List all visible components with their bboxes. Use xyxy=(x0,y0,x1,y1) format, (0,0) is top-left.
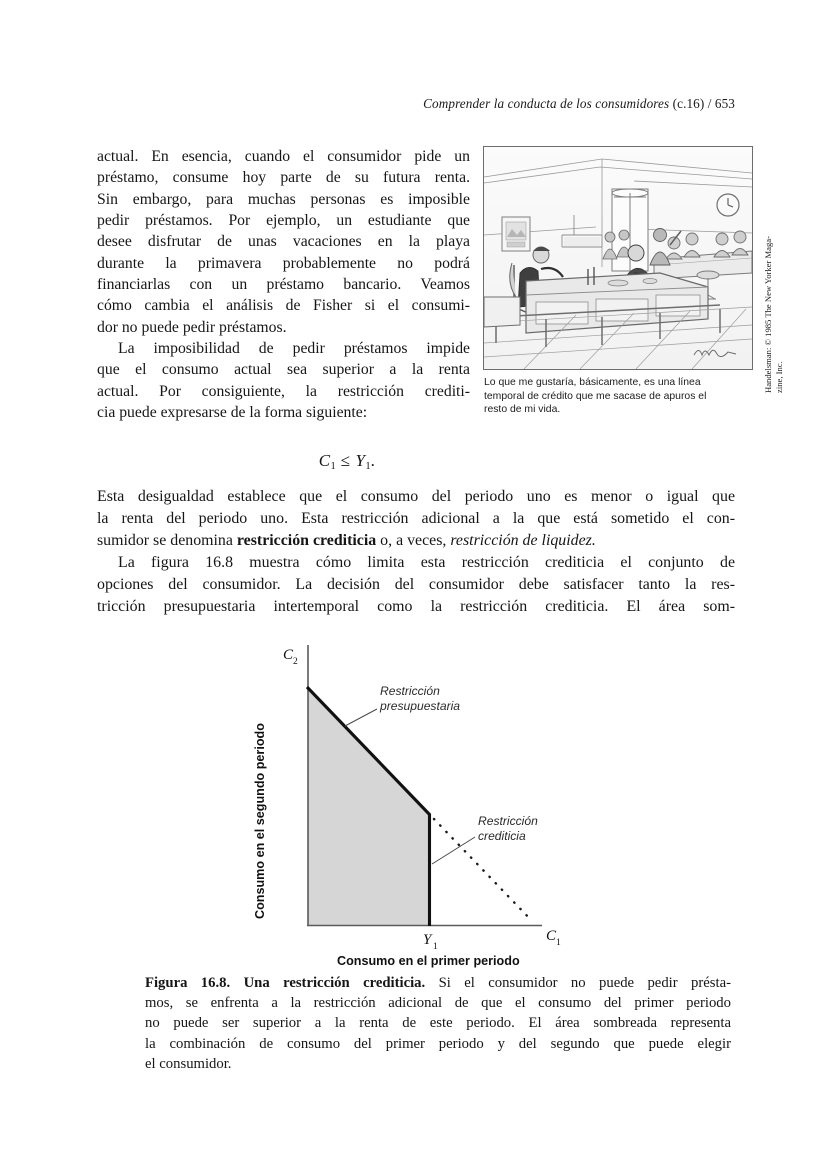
y-axis-title: Consumo en el segundo periodo xyxy=(253,723,267,919)
cartoon-caption xyxy=(484,376,754,417)
credit-line: zine, Inc. xyxy=(773,361,784,393)
text-line: Sin embargo, para muchas personas es imposible xyxy=(97,190,470,208)
text-line: desee disfrutar de unas vacaciones en la playa xyxy=(97,233,470,251)
column-paragraph-1 xyxy=(97,146,470,338)
equation-operator: ≤ xyxy=(340,451,351,470)
figure-caption xyxy=(145,973,731,1074)
text-line: La figura 16.8 muestra cómo limita esta restricción crediticia el conjunto de xyxy=(118,554,735,571)
caption-line: el consumidor. xyxy=(145,1055,232,1072)
cartoon-drawing xyxy=(484,147,752,369)
text-line: dor no puede pedir préstamos. xyxy=(97,318,287,336)
text-run: o, a veces, xyxy=(376,532,451,549)
running-head-suffix: (c.16) / 653 xyxy=(672,96,735,111)
text-run: sumidor se denomina xyxy=(97,532,237,549)
equation-rhs: Y xyxy=(355,451,366,470)
text-line: la renta del periodo uno. Esta restricción adicional a la que está sometido el con- xyxy=(97,510,735,527)
equation-lhs-subscript: 1 xyxy=(330,460,336,472)
annotation-credit-line-1: Restricción xyxy=(478,814,538,828)
x-axis-symbol: C xyxy=(546,928,557,944)
x-axis-symbol-subscript: 1 xyxy=(556,938,561,948)
term-italic: restricción de liquidez. xyxy=(450,532,596,549)
wall-picture-icon xyxy=(502,217,530,251)
text-line: Esta desigualdad establece que el consumo del periodo uno es menor o igual que xyxy=(97,488,735,505)
wall-clock-icon xyxy=(717,194,739,216)
credit-line: Handelsman: © 1985 The New Yorker Maga- xyxy=(763,236,773,393)
text-line: cómo cambia el análisis de Fisher si el consumi- xyxy=(97,297,470,315)
shaded-feasible-region xyxy=(308,688,430,925)
image-credit xyxy=(763,233,789,393)
text-line: pedir préstamos. Por ejemplo, un estudiante que xyxy=(97,212,470,230)
annotation-budget-line-2: presupuestaria xyxy=(380,699,461,713)
text-line: financiarlas con un préstamo bancario. Veamos xyxy=(97,276,470,294)
caption-line xyxy=(145,973,731,993)
x-tick-label-subscript: 1 xyxy=(433,942,438,952)
caption-line: la combinación de consumo del primer periodo y del segundo que puede elegir xyxy=(145,1035,731,1052)
figure-chart xyxy=(238,632,594,974)
running-head xyxy=(97,96,735,112)
equation-rhs-subscript: 1 xyxy=(365,460,371,472)
leader-line-credit xyxy=(432,837,475,864)
y-axis-symbol: C xyxy=(283,647,294,663)
text-line: actual. Por consiguiente, la restricción crediti- xyxy=(97,382,470,400)
y-axis-symbol-subscript: 2 xyxy=(293,657,298,667)
annotation-credit-line-2: crediticia xyxy=(478,829,526,843)
text-line xyxy=(97,530,735,552)
full-paragraph-4 xyxy=(97,552,735,618)
equation-terminator: . xyxy=(370,451,376,470)
equation-lhs: C xyxy=(318,451,331,470)
text-line: tricción presupuestaria intertemporal como la restricción crediticia. El área som- xyxy=(97,598,735,615)
caption-line: mos, se enfrenta a la restricción adicional de que el consumo del primer periodo xyxy=(145,995,731,1012)
text-line: préstamo, consume hoy parte de su futura renta. xyxy=(97,169,470,187)
term-bold: restricción crediticia xyxy=(236,532,377,549)
text-line: cia puede expresarse de la forma siguiente: xyxy=(97,404,368,422)
text-line: La imposibilidad de pedir préstamos impide xyxy=(118,340,470,357)
caption-line: temporal de crédito que me sacase de apuros el xyxy=(484,390,707,402)
running-head-title: Comprender la conducta de los consumidores xyxy=(423,96,670,111)
annotation-budget-line-1: Restricción xyxy=(380,684,440,698)
caption-line-rest: Si el consumidor no puede pedir présta- xyxy=(425,975,731,991)
figure-16-8 xyxy=(238,632,594,974)
caption-lead-bold: Figura 16.8. Una restricción crediticia. xyxy=(145,975,426,991)
column-paragraph-2 xyxy=(97,338,470,423)
caption-line: resto de mi vida. xyxy=(484,404,561,416)
x-tick-label: Y xyxy=(423,932,432,948)
caption-line: no puede ser superior a la renta de este periodo. El área sombreada representa xyxy=(145,1015,731,1032)
cartoon-illustration xyxy=(483,146,753,370)
full-paragraph-3 xyxy=(97,486,735,552)
text-line: opciones del consumidor. La decisión del consumidor debe satisfacer tanto la res- xyxy=(97,576,735,593)
caption-line: Lo que me gustaría, básicamente, es una línea xyxy=(484,377,701,388)
x-axis-title: Consumo en el primer periodo xyxy=(337,954,520,968)
text-line: que el consumo actual sea superior a la renta xyxy=(97,361,470,379)
leader-line-budget xyxy=(345,709,377,726)
text-line: actual. En esencia, cuando el consumidor pide un xyxy=(97,148,470,165)
inline-equation xyxy=(97,451,597,472)
text-line: durante la primavera probablemente no podrá xyxy=(97,254,470,272)
